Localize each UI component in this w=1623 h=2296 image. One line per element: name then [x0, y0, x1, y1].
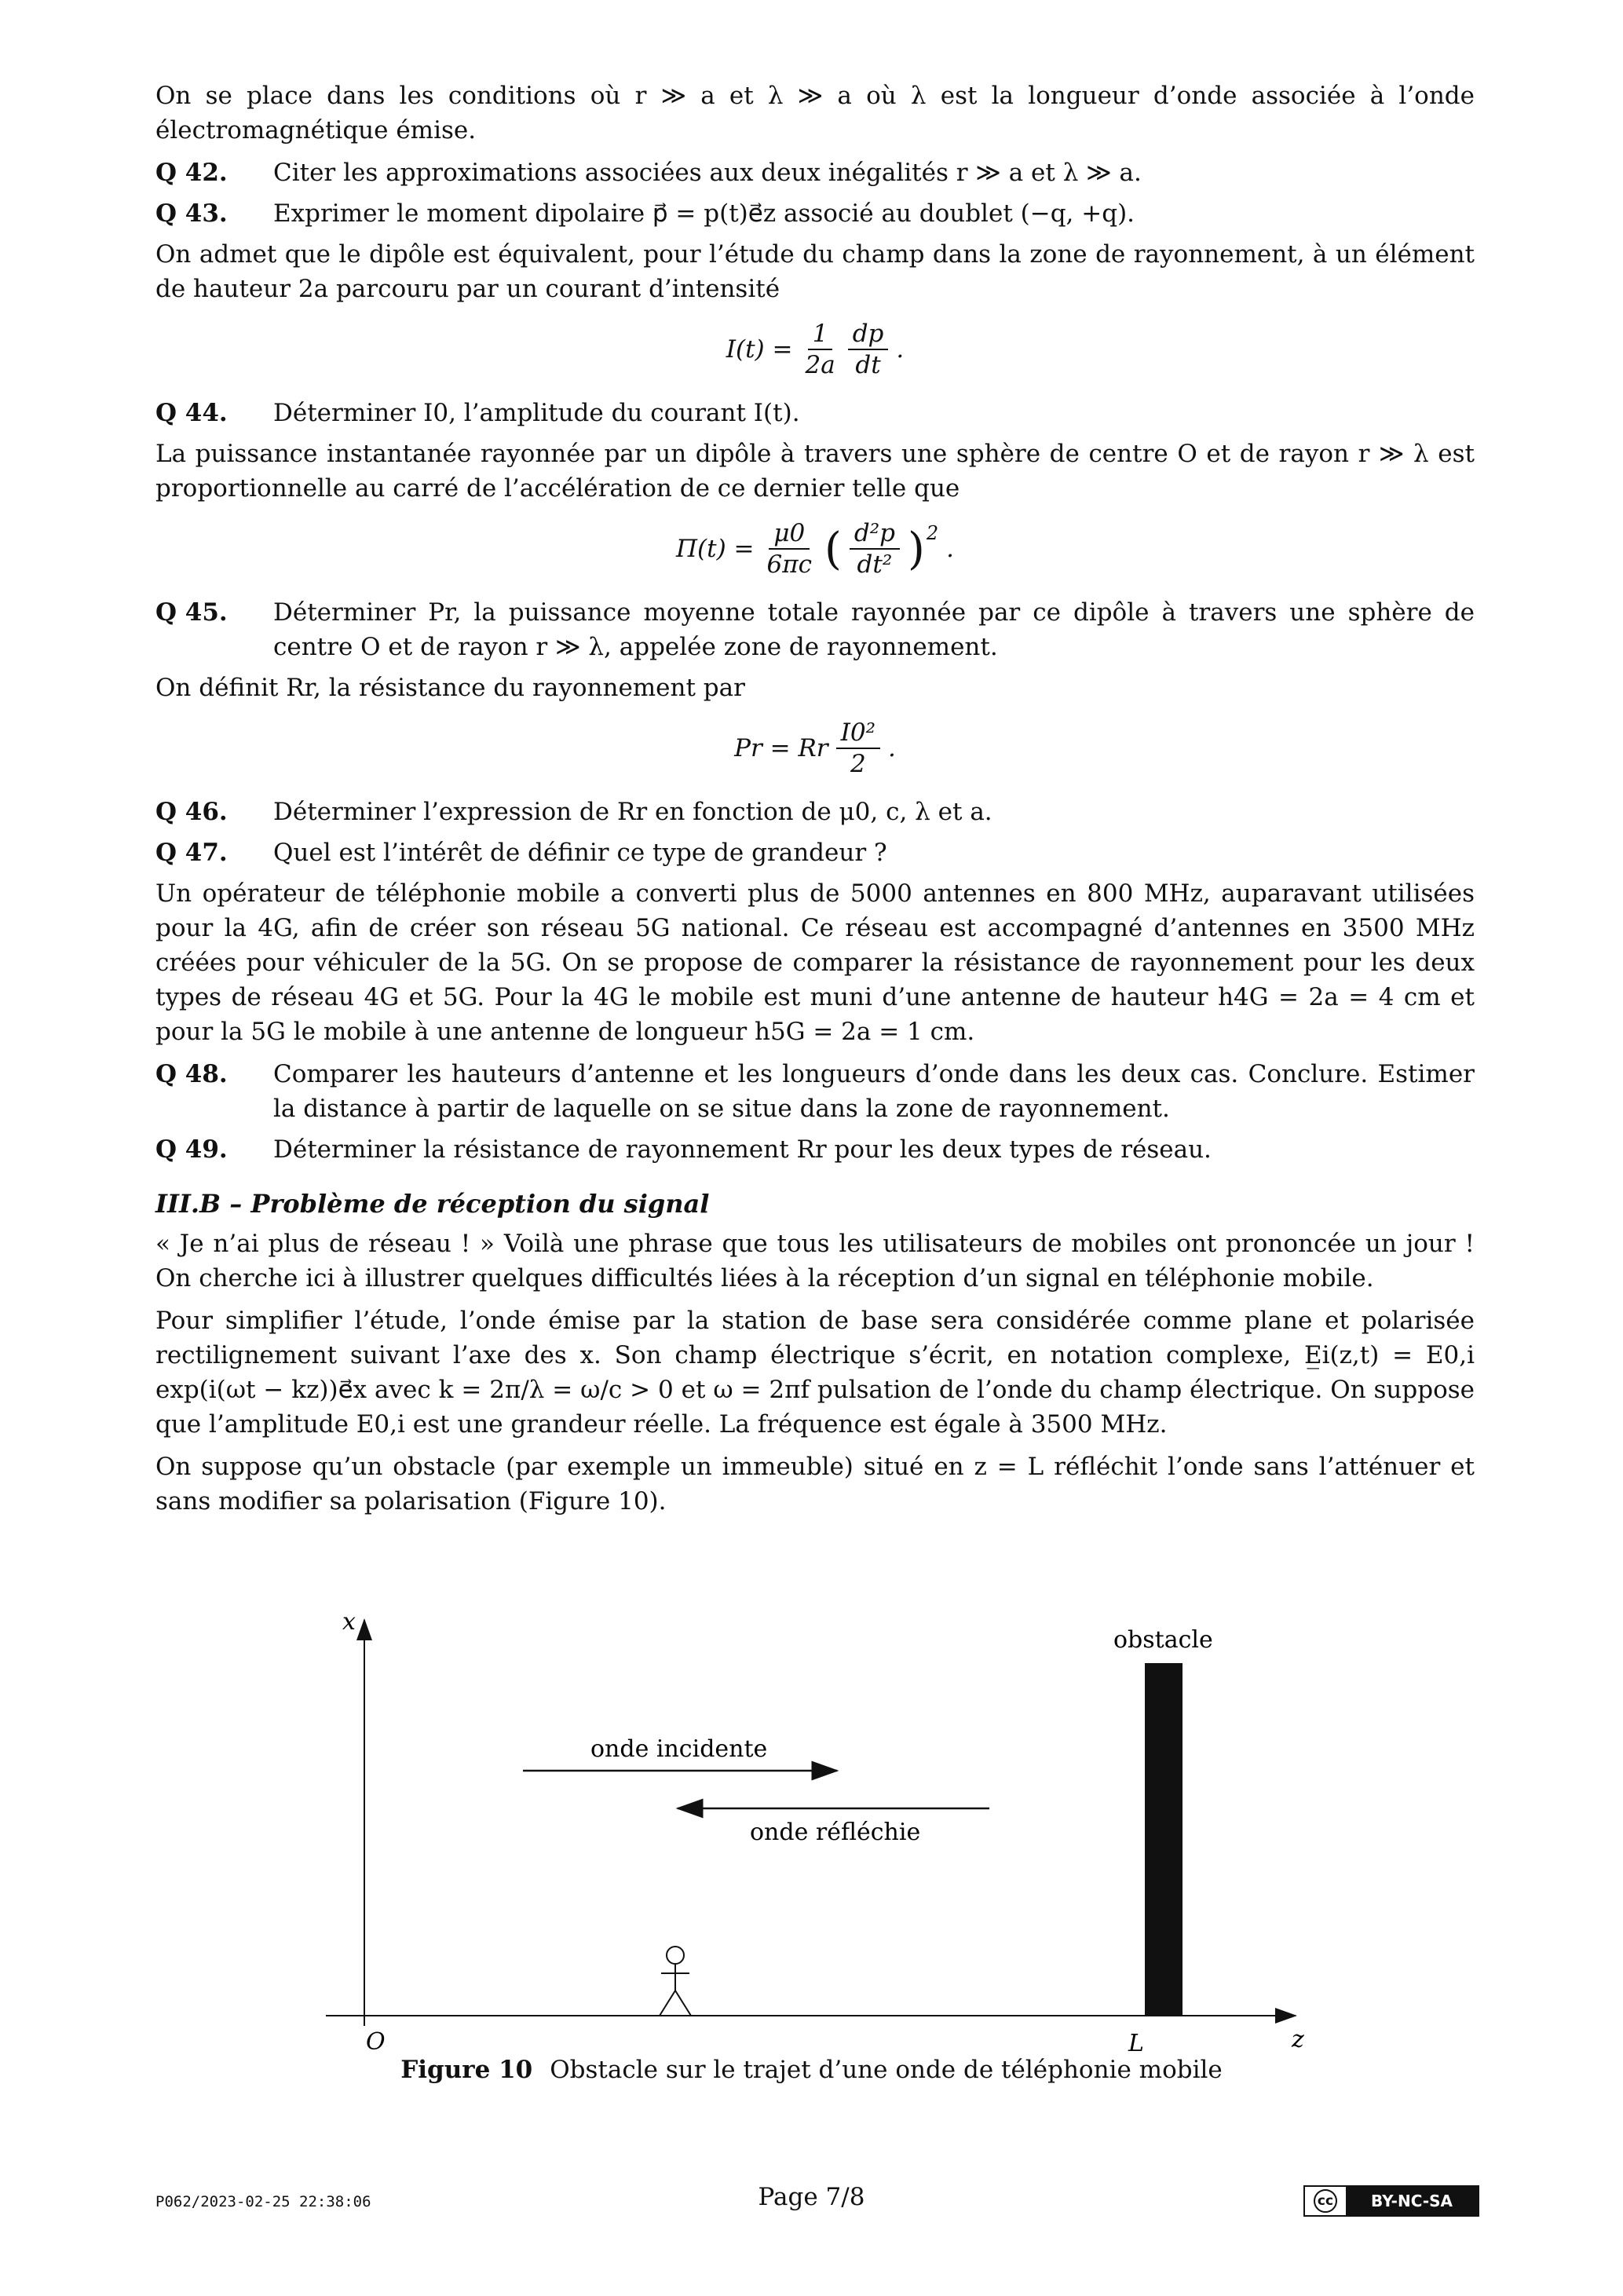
origin-label: O — [366, 2028, 386, 2056]
figure-caption — [0, 2056, 1623, 2084]
question-text: Comparer les hauteurs d’antenne et les longueurs d’onde dans les deux cas. Conclure. Estimer la distance à partir de laquelle on se situe dans la zone de rayonnement. — [273, 1060, 1475, 1123]
fraction-numerator: d²p — [850, 518, 900, 550]
question-text: Déterminer I0, l’amplitude du courant I(t). — [273, 399, 800, 427]
question-text: Déterminer l’expression de Rr en fonction de μ0, c, λ et a. — [273, 798, 992, 826]
paren-open: ( — [824, 523, 842, 575]
obstacle-wall — [1145, 1663, 1183, 2016]
dipole-paragraph: On admet que le dipôle est équivalent, pour l’étude du champ dans la zone de rayonnement, à un élément de hauteur 2a parcouru par un courant d’intensité — [155, 240, 1475, 303]
question-number: Q 44. — [155, 399, 228, 427]
question-text: Quel est l’intérêt de définir ce type de grandeur ? — [273, 839, 887, 867]
equation-power — [155, 518, 1475, 579]
question-48 — [155, 1057, 1475, 1126]
fraction-denominator: 2 — [850, 750, 866, 778]
question-text: Exprimer le moment dipolaire p⃗ = p(t)e⃗z associé au doublet (−q, +q). — [273, 199, 1135, 228]
intro-paragraph: On se place dans les conditions où r ≫ a et λ ≫ a où λ est la longueur d’onde associée à l’onde électromagnétique émise. — [155, 82, 1475, 144]
question-45 — [155, 595, 1475, 664]
question-text: Citer les approximations associées aux deux inégalités r ≫ a et λ ≫ a. — [273, 159, 1142, 187]
fraction — [836, 718, 880, 779]
caption-number: Figure 10 — [400, 2056, 533, 2084]
paren-close: ) — [907, 523, 925, 575]
axis-z-label: z — [1292, 2026, 1304, 2053]
question-text: Déterminer Pr, la puissance moyenne totale rayonnée par ce dipôle à travers une sphère de centre O et de rayon r ≫ λ, appelée zone de rayonnement. — [273, 598, 1475, 661]
fraction — [850, 518, 900, 579]
fraction-numerator: dp — [848, 319, 889, 350]
person-icon — [660, 1947, 691, 2016]
question-number: Q 42. — [155, 159, 228, 187]
license-badge — [1303, 2185, 1479, 2217]
fraction-numerator: I0² — [836, 718, 880, 749]
eq-lhs: Π(t) = — [676, 535, 755, 563]
reflected-wave-label: onde réfléchie — [750, 1819, 921, 1846]
caption-text: Obstacle sur le trajet d’une onde de téléphonie mobile — [550, 2056, 1223, 2084]
eq-end: . — [888, 734, 896, 762]
eq-lhs: Pr = Rr — [734, 734, 828, 762]
equation-current — [155, 319, 1475, 380]
question-number: Q 46. — [155, 798, 228, 826]
resistance-paragraph: On définit Rr, la résistance du rayonnement par — [155, 674, 745, 702]
power-paragraph: La puissance instantanée rayonnée par un dipôle à travers une sphère de centre O et de rayon r ≫ λ est proportionnelle au carré de l’accélération de ce dernier telle que — [155, 440, 1475, 503]
fraction-denominator: 2a — [805, 351, 835, 379]
question-number: Q 48. — [155, 1060, 228, 1088]
document-id: P062/2023-02-25 22:38:06 — [155, 2193, 371, 2210]
eq-end: . — [896, 335, 905, 364]
fraction — [848, 319, 889, 380]
fraction — [762, 518, 817, 579]
fraction-denominator: dt — [855, 351, 881, 379]
eq-end: . — [946, 535, 954, 563]
question-number: Q 45. — [155, 598, 228, 627]
question-number: Q 43. — [155, 199, 228, 228]
question-number: Q 49. — [155, 1135, 228, 1164]
operator-paragraph: Un opérateur de téléphonie mobile a converti plus de 5000 antennes en 800 MHz, auparavant utilisées pour la 4G, afin de créer son réseau 5G national. Ce réseau est accompagné d’antennes en 3500 MHz créées pour véhiculer de la 5G. On se propose de comparer la résistance de rayonnement pour les deux types de réseau 4G et 5G. Pour la 4G le mobile est muni d’une antenne de hauteur h4G = 2a = 4 cm et pour la 5G le mobile à une antenne de longueur h5G = 2a = 1 cm. — [155, 879, 1475, 1046]
question-43 — [155, 196, 1475, 231]
question-44 — [155, 396, 1475, 430]
incident-wave-label: onde incidente — [590, 1735, 768, 1763]
fraction — [800, 319, 839, 380]
question-49 — [155, 1132, 1475, 1167]
fraction-numerator: μ0 — [769, 518, 810, 550]
section-title: III.B – Problème de réception du signal — [155, 1189, 710, 1219]
question-42 — [155, 155, 1475, 190]
question-text: Déterminer la résistance de rayonnement Rr pour les deux types de réseau. — [273, 1135, 1212, 1164]
page-number: Page 7/8 — [758, 2183, 865, 2211]
cc-icon: cc — [1305, 2187, 1346, 2215]
network-paragraph: « Je n’ai plus de réseau ! » Voilà une phrase que tous les utilisateurs de mobiles ont prononcée un jour ! On cherche ici à illustrer quelques difficultés liées à la réception d’un signal en téléphonie mobile. — [155, 1230, 1475, 1292]
equation-resistance — [155, 718, 1475, 779]
license-label: BY-NC-SA — [1346, 2187, 1478, 2215]
question-47 — [155, 835, 1475, 870]
question-46 — [155, 795, 1475, 829]
question-number: Q 47. — [155, 839, 228, 867]
eq-lhs: I(t) = — [726, 335, 793, 364]
axis-x-label: x — [342, 1608, 356, 1636]
page-content — [155, 79, 1475, 1526]
fraction-numerator: 1 — [808, 319, 833, 350]
fraction-denominator: 6πc — [766, 550, 812, 579]
obstacle-paragraph: On suppose qu’un obstacle (par exemple un immeuble) situé en z = L réfléchit l’onde sans l’atténuer et sans modifier sa polarisation (Figure 10). — [155, 1453, 1475, 1515]
wave-paragraph: Pour simplifier l’étude, l’onde émise par la station de base sera considérée comme plane et polarisée rectilignement suivant l’axe des x. Son champ électrique s’écrit, en notation complexe, E̲i(z,t) = E0,i exp(i(ωt − kz))e⃗x avec k = 2π/λ = ω/c > 0 et ω = 2πf pulsation de l’onde du champ électrique. On suppose que l’amplitude E0,i est une grandeur réelle. La fréquence est égale à 3500 MHz. — [155, 1307, 1475, 1439]
figure-10-diagram — [314, 1598, 1327, 2061]
exponent: 2 — [926, 522, 939, 544]
fraction-denominator: dt² — [857, 550, 893, 579]
L-label: L — [1128, 2030, 1144, 2057]
obstacle-label: obstacle — [1113, 1626, 1213, 1654]
